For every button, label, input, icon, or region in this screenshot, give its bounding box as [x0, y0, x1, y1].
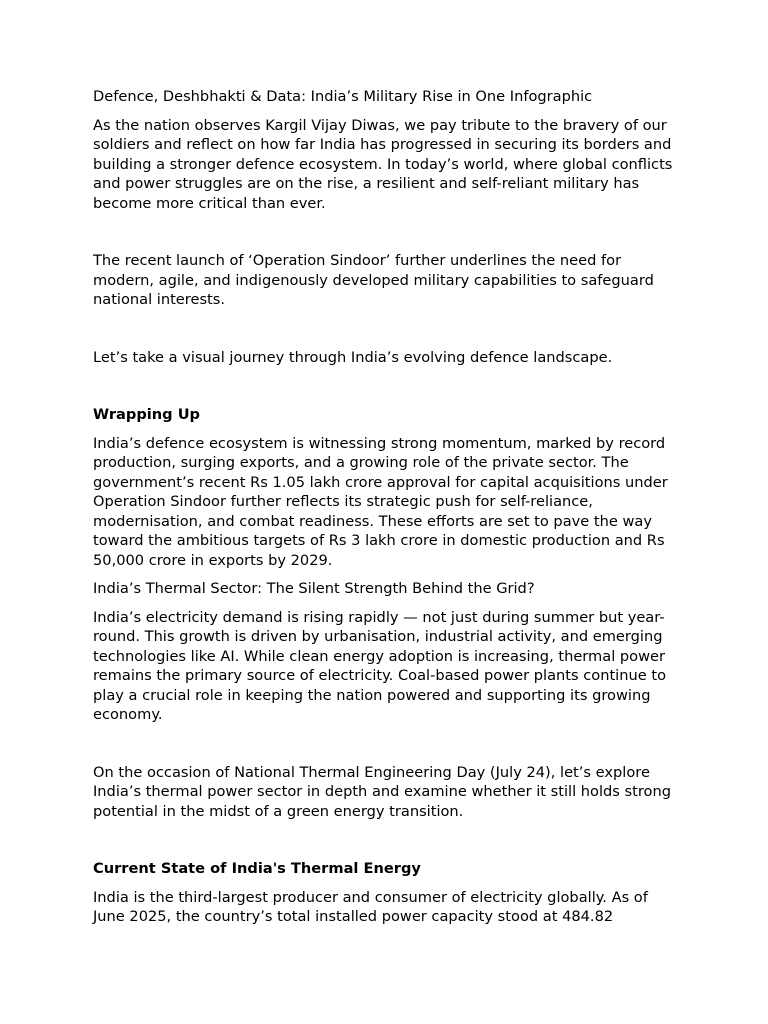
- document-page: [93, 87, 683, 927]
- intro-paragraph-3: Let’s take a visual journey through India’s evolving defence landscape.: [93, 348, 613, 366]
- thermal-paragraph-1: India’s electricity demand is rising rapidly — not just during summer but year-round. This growth is driven by urbanisation, industrial activity, and emerging technologies like AI. While clean energy adoption is increasing, thermal power remains the primary source of electricity. Coal-based power plants continue to play a crucial role in keeping the nation powered and supporting its growing economy.: [93, 608, 666, 723]
- wrapping-up-heading: Wrapping Up: [93, 406, 200, 423]
- intro-paragraph-1: As the nation observes Kargil Vijay Diwas, we pay tribute to the bravery of our soldiers and reflect on how far India has progressed in securing its borders and building a stronger defence ecosystem. In today’s world, where global conflicts and power struggles are on the rise, a resilient and self-reliant military has become more critical than ever.: [93, 116, 673, 212]
- wrapping-up-paragraph: India’s defence ecosystem is witnessing strong momentum, marked by record production, surging exports, and a growing role of the private sector. The government’s recent Rs 1.05 lakh crore approval for capital acquisitions under Operation Sindoor further reflects its strategic push for self-reliance, modernisation, and combat readiness. These efforts are set to pave the way toward the ambitious targets of Rs 3 lakh crore in domestic production and Rs 50,000 crore in exports by 2029.: [93, 434, 668, 569]
- thermal-article-title: India’s Thermal Sector: The Silent Strength Behind the Grid?: [93, 580, 535, 597]
- current-state-paragraph: India is the third-largest producer and consumer of electricity globally. As of June 2025, the country’s total installed power capacity stood at 484.82: [93, 888, 648, 925]
- intro-paragraph-2: The recent launch of ‘Operation Sindoor’ further underlines the need for modern, agile, and indigenously developed military capabilities to safeguard national interests.: [93, 252, 654, 308]
- article-title: Defence, Deshbhakti & Data: India’s Military Rise in One Infographic: [93, 88, 593, 105]
- thermal-paragraph-2: On the occasion of National Thermal Engineering Day (July 24), let’s explore India’s thermal power sector in depth and examine whether it still holds strong potential in the midst of a green energy transition.: [93, 763, 671, 820]
- current-state-heading: Current State of India's Thermal Energy: [93, 860, 421, 877]
